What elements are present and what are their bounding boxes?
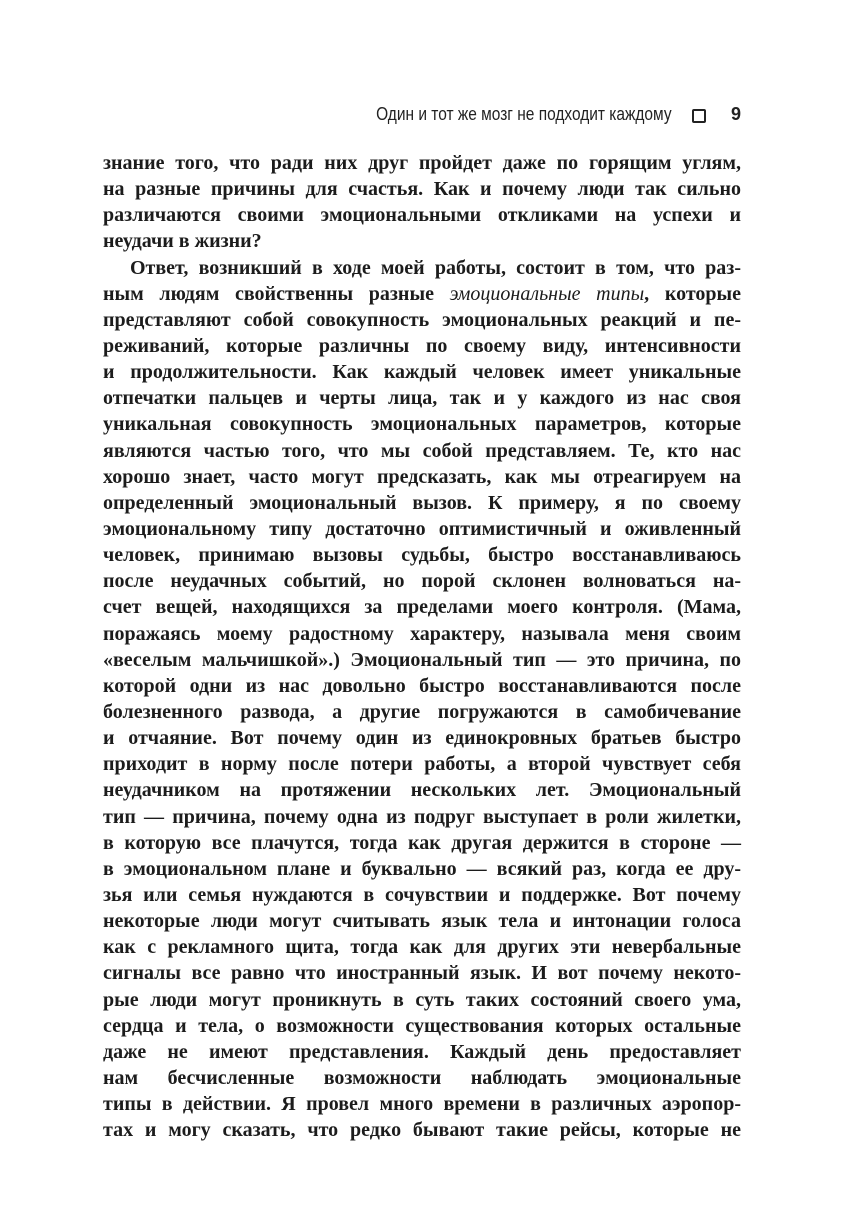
text-line: уникальная совокупность эмоциональных параметров, которые	[103, 413, 741, 436]
square-box-icon	[692, 109, 706, 123]
text-line: представляют собой совокупность эмоциональных реакций и пе-	[103, 308, 741, 331]
text-line: и отчаяние. Вот почему один из единокровных братьев быстро	[103, 727, 741, 750]
text-line: некоторые люди могут считывать язык тела и интонации голоса	[103, 910, 741, 933]
text-line: различаются своими эмоциональными откликами на успехи и	[103, 204, 741, 227]
text-line: неудачником на протяжении нескольких лет. Эмоциональный	[103, 779, 741, 802]
body-text	[103, 150, 741, 1143]
text-line: отпечатки пальцев и черты лица, так и у каждого из нас своя	[103, 387, 741, 410]
text-line: неудачи в жизни?	[103, 230, 262, 253]
page-number: 9	[731, 104, 742, 124]
text-line	[103, 281, 741, 307]
text-line: тип — причина, почему одна из подруг выступает в роли жилетки,	[103, 805, 741, 828]
text-line: которой одни из нас довольно быстро восстанавливаются после	[103, 674, 741, 697]
text-line: как с рекламного щита, тогда как для других эти невербальные	[103, 936, 741, 959]
text-line: поражаясь моему радостному характеру, называла меня своим	[103, 622, 741, 645]
text-line: человек, принимаю вызовы судьбы, быстро восстанавливаюсь	[103, 544, 741, 567]
text-segment: , которые	[644, 282, 742, 305]
text-line: приходит в норму после потери работы, а второй чувствует себя	[103, 753, 741, 776]
text-line: счет вещей, находящихся за пределами моего контроля. (Мама,	[103, 596, 741, 619]
text-line: в эмоциональном плане и буквально — всякий раз, когда ее дру-	[103, 857, 741, 880]
text-line: определенный эмоциональный вызов. К примеру, я по своему	[103, 491, 741, 514]
text-line: в которую все плачутся, тогда как другая держится в стороне —	[103, 831, 741, 854]
running-header	[0, 104, 844, 130]
text-line: реживаний, которые различны по своему виду, интенсивности	[103, 334, 741, 357]
text-line: типы в действии. Я провел много времени в различных аэропор-	[103, 1093, 741, 1116]
text-line: на разные причины для счастья. Как и почему люди так сильно	[103, 178, 741, 201]
text-line: сердца и тела, о возможности существования которых остальные	[103, 1014, 741, 1037]
running-title: Один и тот же мозг не подходит каждому	[376, 104, 672, 124]
text-line: являются частью того, что мы собой представляем. Те, кто нас	[103, 439, 741, 462]
text-line: эмоциональному типу достаточно оптимистичный и оживленный	[103, 517, 741, 540]
text-line: и продолжительности. Как каждый человек имеет уникальные	[103, 361, 741, 384]
text-line: хорошо знает, часто могут предсказать, как мы отреагируем на	[103, 465, 741, 488]
text-line: тах и могу сказать, что редко бывают такие рейсы, которые не	[103, 1119, 741, 1142]
text-line: «веселым мальчишкой».) Эмоциональный тип — это причина, по	[103, 648, 741, 671]
text-line: даже не имеют представления. Каждый день предоставляет	[103, 1040, 741, 1063]
text-line: Ответ, возникший в ходе моей работы, состоит в том, что раз-	[130, 256, 741, 279]
text-line: болезненного развода, а другие погружаются в самобичевание	[103, 700, 741, 723]
text-line: сигналы все равно что иностранный язык. И вот почему некото-	[103, 962, 741, 985]
text-line: рые люди могут проникнуть в суть таких состояний своего ума,	[103, 988, 741, 1011]
text-line: нам бесчисленные возможности наблюдать эмоциональные	[103, 1066, 741, 1089]
text-line: после неудачных событий, но порой склонен волноваться на-	[103, 570, 741, 593]
text-segment: ным людям свойственны разные	[103, 282, 450, 305]
italic-term: эмоциональные типы	[449, 282, 645, 305]
text-line: знание того, что ради них друг пройдет даже по горящим углям,	[103, 152, 741, 174]
text-line: зья или семья нуждаются в сочувствии и поддержке. Вот почему	[103, 883, 741, 906]
